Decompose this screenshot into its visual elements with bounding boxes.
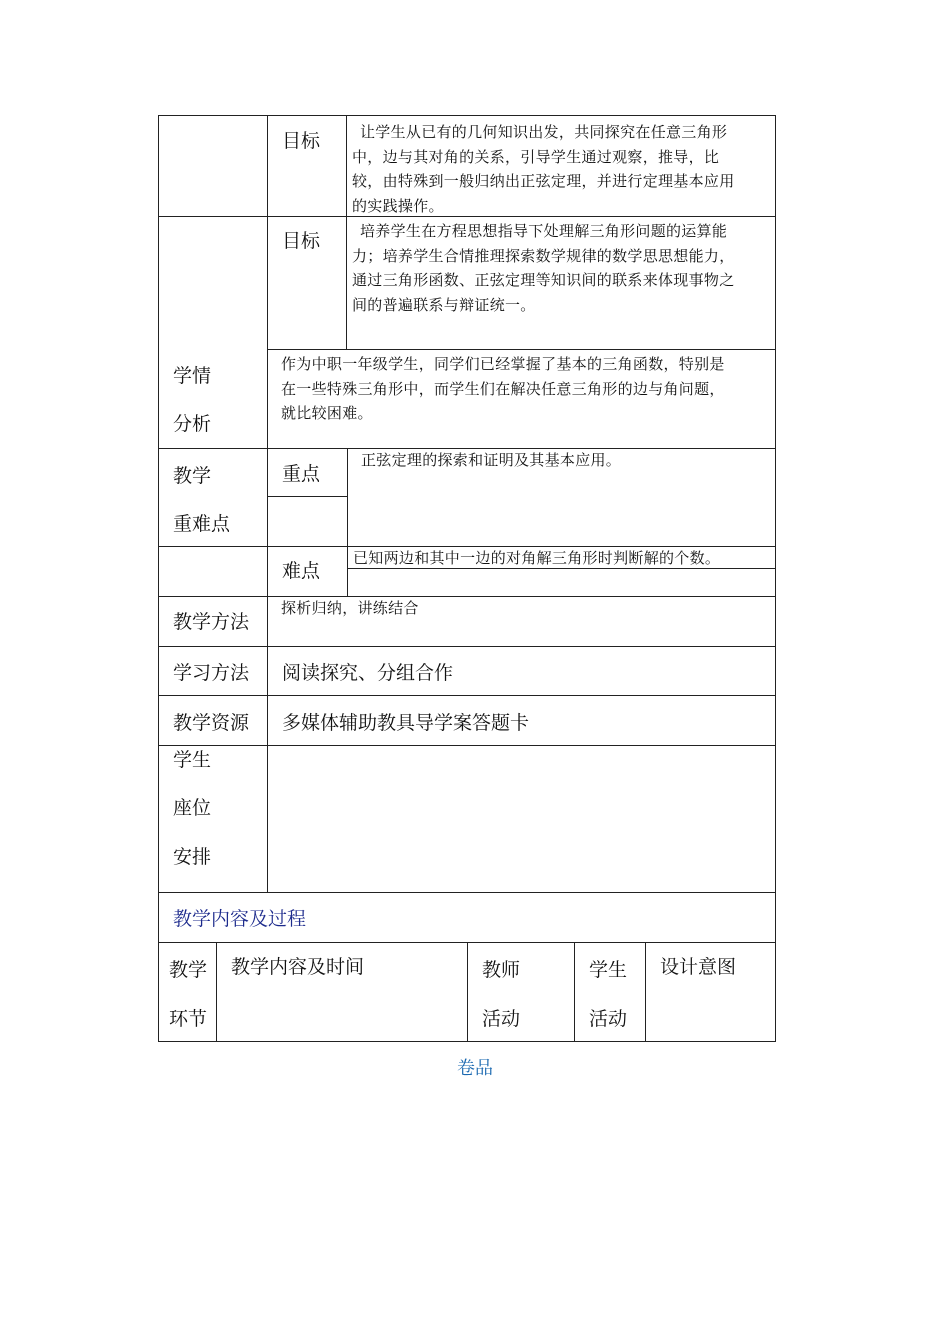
seating-label-line: 安排 <box>173 846 212 868</box>
process-col-header: 学生 <box>589 959 628 981</box>
key-points-label-line: 教学 <box>173 465 212 487</box>
teaching-method-value: 探析归纳，讲练结合 <box>281 599 419 617</box>
process-col-header: 环节 <box>169 1008 208 1030</box>
process-col-header: 活动 <box>482 1008 521 1030</box>
seating-label-line: 学生 <box>173 749 212 771</box>
analysis-label-line: 学情 <box>173 365 212 387</box>
resources-value: 多媒体辅助教具导学案答题卡 <box>282 712 530 734</box>
learning-method-label: 学习方法 <box>173 662 250 684</box>
objective-label: 目标 <box>282 130 321 152</box>
resources-label: 教学资源 <box>173 712 250 734</box>
focus-text: 正弦定理的探索和证明及其基本应用。 <box>361 451 622 469</box>
process-col-header: 活动 <box>589 1008 628 1030</box>
process-title: 教学内容及过程 <box>173 908 307 930</box>
process-col-header: 教师 <box>482 959 521 981</box>
process-col-header: 教学内容及时间 <box>231 956 365 978</box>
difficulty-text: 已知两边和其中一边的对角解三角形时判断解的个数。 <box>353 549 721 567</box>
difficulty-label: 难点 <box>282 560 321 582</box>
focus-label: 重点 <box>282 463 321 485</box>
objective-label: 目标 <box>282 230 321 252</box>
objective-text: 培养学生在方程思想指导下处理解三角形问题的运算能 力；培养学生合情推理探索数学规律的数学思思想能力， 通过三角形函数、正弦定理等知识间的联系来体现事物之 间的普遍联系与辩证统一。 <box>352 222 735 314</box>
objective-text: 让学生从已有的几何知识出发，共同探究在任意三角形 中，边与其对角的关系，引导学生通过观察，推导，比 较，由特殊到一般归纳出正弦定理，并进行定理基本应用 的实践操作。 <box>352 123 735 215</box>
footer-mark: 卷品 <box>457 1058 493 1079</box>
learning-method-value: 阅读探究、分组合作 <box>282 662 454 684</box>
analysis-label-line: 分析 <box>173 413 212 435</box>
teaching-method-label: 教学方法 <box>173 611 250 633</box>
analysis-text: 作为中职一年级学生，同学们已经掌握了基本的三角函数，特别是 在一些特殊三角形中，而学生们在解决任意三角形的边与角问题， 就比较困难。 <box>281 355 725 422</box>
process-col-header: 教学 <box>169 959 208 981</box>
process-col-header: 设计意图 <box>660 956 737 978</box>
key-points-label-line: 重难点 <box>173 513 231 535</box>
seating-label-line: 座位 <box>173 797 212 819</box>
